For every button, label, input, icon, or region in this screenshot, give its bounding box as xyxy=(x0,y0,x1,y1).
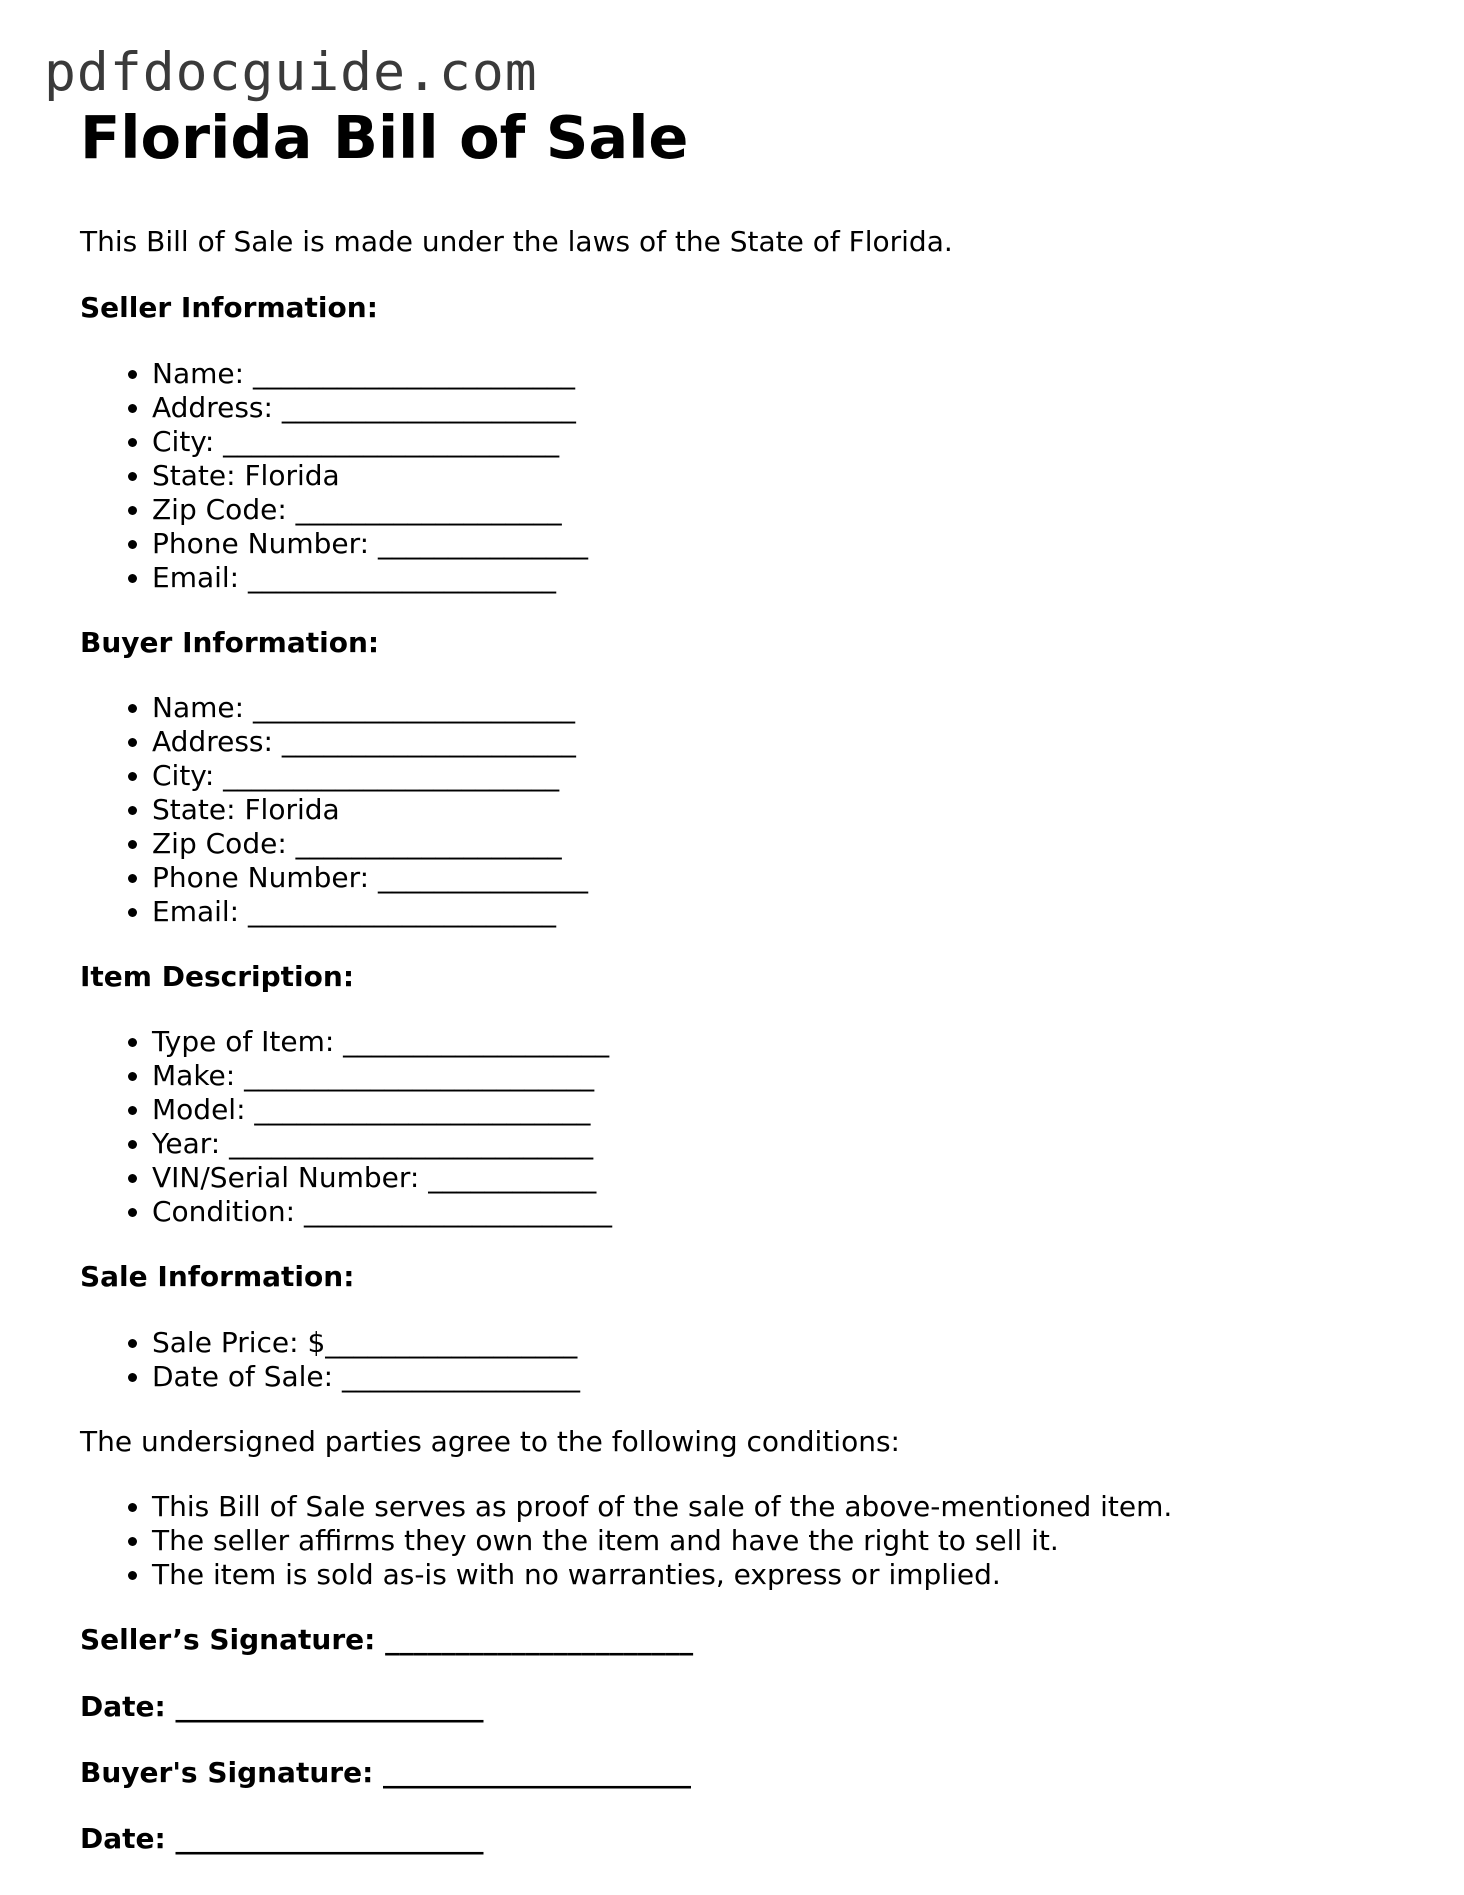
condition-item: • This Bill of Sale serves as proof of the sale of the above-mentioned item. xyxy=(152,1490,1420,1524)
buyer-signature-field[interactable]: Buyer's Signature: ______________________ xyxy=(80,1755,692,1789)
buyer-date-field[interactable]: Date: ______________________ xyxy=(80,1822,484,1856)
seller-city-field[interactable]: • City: ________________________ xyxy=(152,425,1420,459)
seller-list xyxy=(80,357,1420,595)
item-condition-field[interactable]: • Condition: ______________________ xyxy=(152,1195,1420,1229)
sale-date-field[interactable]: • Date of Sale: _________________ xyxy=(152,1360,1420,1394)
sale-heading: Sale Information: xyxy=(80,1260,355,1294)
seller-address-field[interactable]: • Address: _____________________ xyxy=(152,391,1420,425)
page-title: Florida Bill of Sale xyxy=(80,103,689,172)
sale-price-field[interactable]: • Sale Price: $__________________ xyxy=(152,1326,1420,1360)
conditions-intro: The undersigned parties agree to the following conditions: xyxy=(80,1424,900,1458)
seller-signature-field[interactable]: Seller’s Signature: ______________________ xyxy=(80,1623,694,1657)
item-model-field[interactable]: • Model: ________________________ xyxy=(152,1093,1420,1127)
condition-item: • The item is sold as-is with no warranties, express or implied. xyxy=(152,1558,1420,1592)
buyer-list xyxy=(80,691,1420,929)
buyer-city-field[interactable]: • City: ________________________ xyxy=(152,759,1420,793)
item-type-field[interactable]: • Type of Item: ___________________ xyxy=(152,1025,1420,1059)
seller-email-field[interactable]: • Email: ______________________ xyxy=(152,561,1420,595)
seller-phone-field[interactable]: • Phone Number: _______________ xyxy=(152,527,1420,561)
item-list xyxy=(80,1025,1420,1229)
buyer-address-field[interactable]: • Address: _____________________ xyxy=(152,725,1420,759)
item-year-field[interactable]: • Year: __________________________ xyxy=(152,1127,1420,1161)
watermark: pdfdocguide.com xyxy=(44,42,538,103)
buyer-zip-field[interactable]: • Zip Code: ___________________ xyxy=(152,827,1420,861)
sale-list xyxy=(80,1326,1420,1394)
item-make-field[interactable]: • Make: _________________________ xyxy=(152,1059,1420,1093)
seller-name-field[interactable]: • Name: _______________________ xyxy=(152,357,1420,391)
condition-item: • The seller affirms they own the item and have the right to sell it. xyxy=(152,1524,1420,1558)
buyer-phone-field[interactable]: • Phone Number: _______________ xyxy=(152,861,1420,895)
item-vin-field[interactable]: • VIN/Serial Number: ____________ xyxy=(152,1161,1420,1195)
seller-zip-field[interactable]: • Zip Code: ___________________ xyxy=(152,493,1420,527)
intro-text: This Bill of Sale is made under the laws of the State of Florida. xyxy=(80,224,953,258)
buyer-state: • State: Florida xyxy=(152,793,1420,827)
seller-heading: Seller Information: xyxy=(80,291,378,325)
document-body xyxy=(80,104,1420,1858)
item-heading: Item Description: xyxy=(80,960,355,994)
buyer-name-field[interactable]: • Name: _______________________ xyxy=(152,691,1420,725)
conditions-list xyxy=(80,1490,1420,1592)
buyer-heading: Buyer Information: xyxy=(80,625,380,659)
seller-date-field[interactable]: Date: ______________________ xyxy=(80,1689,484,1723)
seller-state: • State: Florida xyxy=(152,459,1420,493)
buyer-email-field[interactable]: • Email: ______________________ xyxy=(152,895,1420,929)
